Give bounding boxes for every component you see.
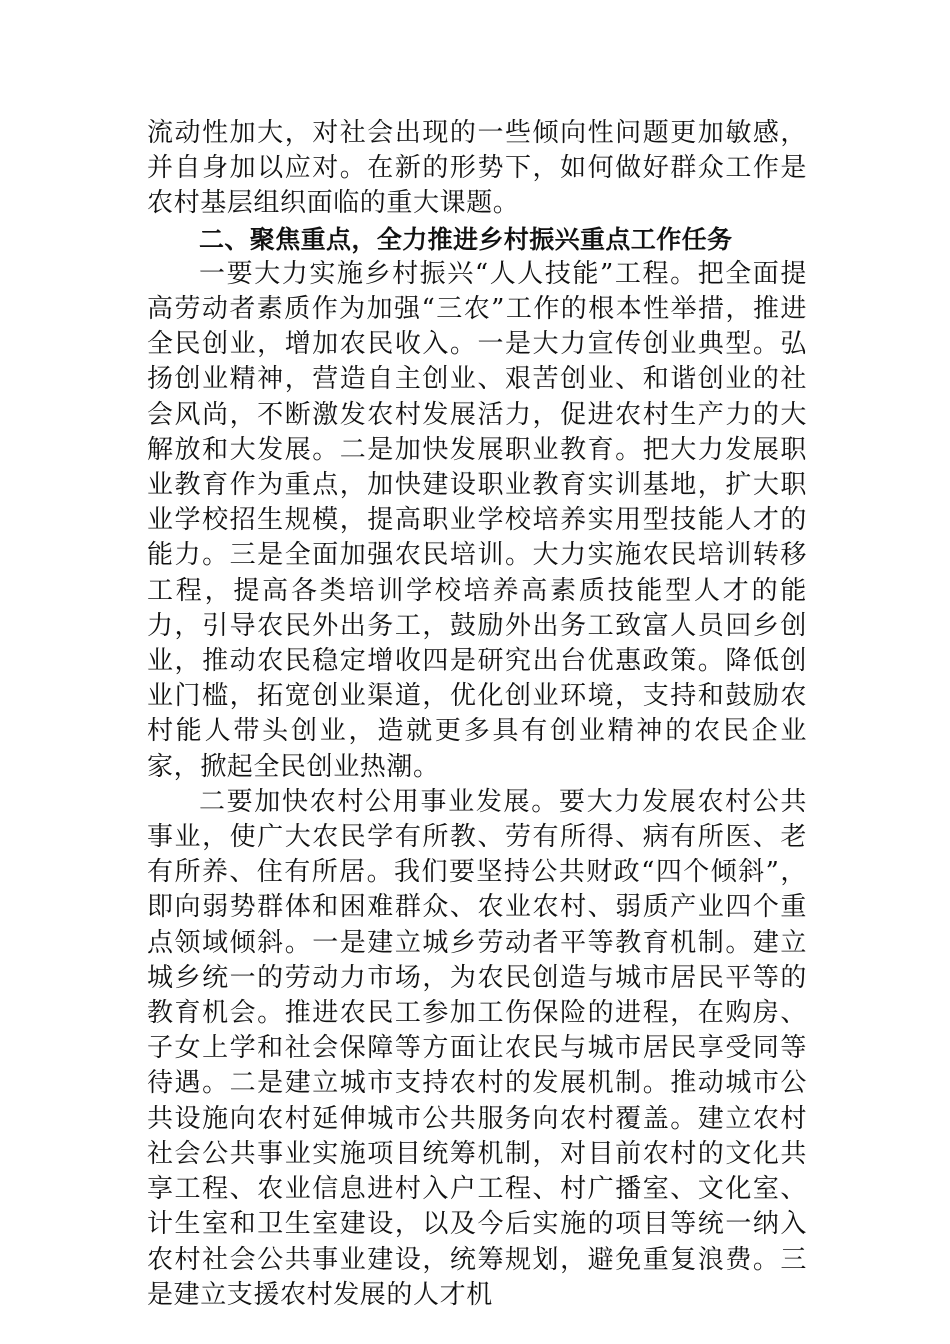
document-body xyxy=(147,116,807,1313)
paragraph-task-2: 二要加快农村公用事业发展。要大力发展农村公共事业，使广大农民学有所教、劳有所得、病有所医、老有所养、住有所居。我们要坚持公共财政“四个倾斜”，即向弱势群体和困难群众、农业农村、弱质产业四个重点领域倾斜。一是建立城乡劳动者平等教育机制。建立城乡统一的劳动力市场，为农民创造与城市居民平等的教育机会。推进农民工参加工伤保险的进程，在购房、子女上学和社会保障等方面让农民与城市居民享受同等待遇。二是建立城市支持农村的发展机制。推动城市公共设施向农村延伸城市公共服务向农村覆盖。建立农村社会公共事业实施项目统筹机制，对目前农村的文化共享工程、农业信息进村入户工程、村广播室、文化室、计生室和卫生室建设，以及今后实施的项目等统一纳入农村社会公共事业建设，统筹规划，避免重复浪费。三是建立支援农村发展的人才机 xyxy=(147,786,807,1310)
section-heading: 二、聚焦重点，全力推进乡村振兴重点工作任务 xyxy=(199,224,733,254)
paragraph-task-1: 一要大力实施乡村振兴“人人技能”工程。把全面提高劳动者素质作为加强“三农”工作的根本性举措，推进全民创业，增加农民收入。一是大力宣传创业典型。弘扬创业精神，营造自主创业、艰苦创业、和谐创业的社会风尚，不断激发农村发展活力，促进农村生产力的大解放和大发展。二是加快发展职业教育。把大力发展职业教育作为重点，加快建设职业教育实训基地，扩大职业学校招生规模，提高职业学校培养实用型技能人才的能力。三是全面加强农民培训。大力实施农民培训转移工程，提高各类培训学校培养高素质技能型人才的能力，引导农民外出务工，鼓励外出务工致富人员回乡创业，推动农民稳定增收四是研究出台优惠政策。降低创业门槛，拓宽创业渠道，优化创业环境，支持和鼓励农村能人带头创业，造就更多具有创业精神的农民企业家，掀起全民创业热潮。 xyxy=(147,258,807,782)
paragraph-continuation: 流动性加大，对社会出现的一些倾向性问题更加敏感，并自身加以应对。在新的形势下，如何做好群众工作是农村基层组织面临的重大课题。 xyxy=(147,118,807,219)
